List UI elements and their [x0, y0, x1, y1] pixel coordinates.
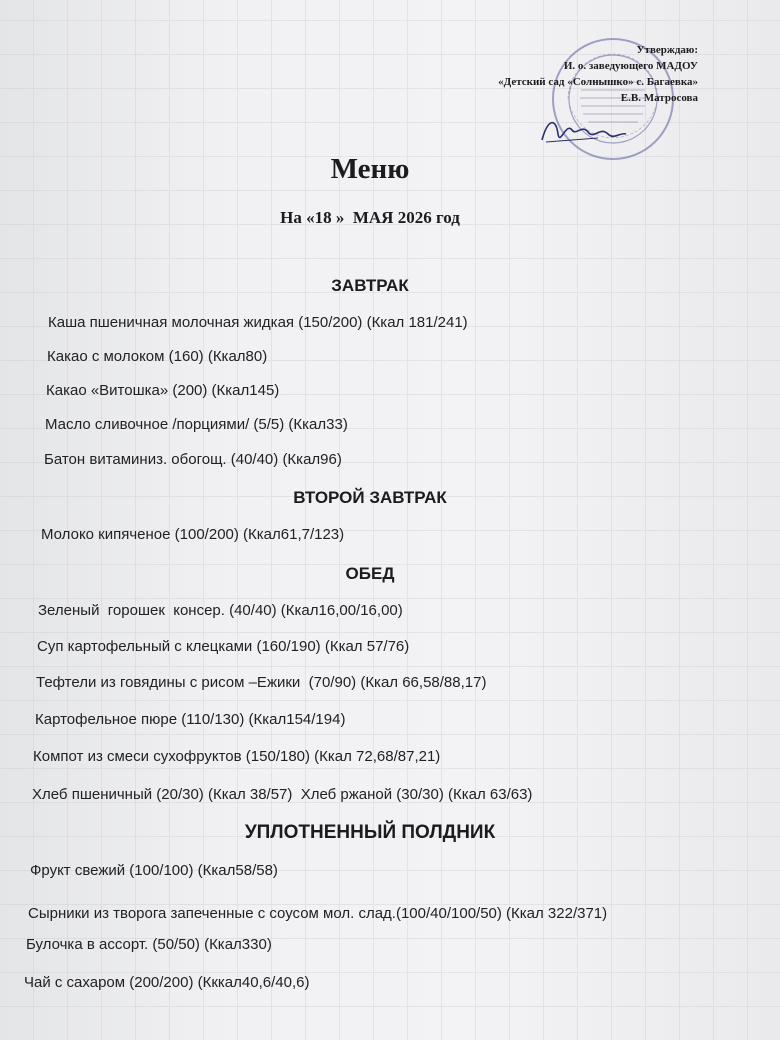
approval-line: Е.В. Матросова [620, 92, 698, 104]
menu-item: Тефтели из говядины с рисом –Ежики (70/90) (Ккал 66,58/88,17) [36, 674, 487, 691]
menu-item: Какао с молоком (160) (Ккал80) [47, 348, 268, 365]
menu-item: Батон витаминиз. обогощ. (40/40) (Ккал96) [44, 451, 342, 468]
section-title-snack: УПЛОТНЕННЫЙ ПОЛДНИК [244, 822, 496, 843]
signature [538, 112, 628, 152]
menu-item: Фрукт свежий (100/100) (Ккал58/58) [30, 862, 278, 879]
menu-item: Хлеб пшеничный (20/30) (Ккал 38/57) Хлеб ржаной (30/30) (Ккал 63/63) [32, 786, 533, 803]
section-title-breakfast: ЗАВТРАК [331, 276, 409, 295]
menu-item: Молоко кипяченое (100/200) (Ккал61,7/123) [41, 526, 345, 543]
menu-title: Меню [330, 153, 410, 185]
approval-line: И. о. заведующего МАДОУ [563, 60, 698, 72]
menu-item: Зеленый горошек консер. (40/40) (Ккал16,00/16,00) [38, 602, 403, 619]
approval-line: Утверждаю: [636, 44, 698, 56]
menu-item: Чай с сахаром (200/200) (Кккал40,6/40,6) [24, 974, 310, 991]
menu-date: На «18 » МАЯ 2026 год [280, 208, 460, 227]
menu-item: Картофельное пюре (110/130) (Ккал154/194) [35, 711, 346, 728]
menu-item: Компот из смеси сухофруктов (150/180) (Ккал 72,68/87,21) [33, 748, 441, 765]
menu-item: Какао «Витошка» (200) (Ккал145) [46, 382, 280, 399]
section-title-second-breakfast: ВТОРОЙ ЗАВТРАК [293, 488, 447, 507]
menu-item: Суп картофельный с клецками (160/190) (Ккал 57/76) [37, 638, 410, 655]
approval-line: «Детский сад «Солнышко» с. Багаевка» [498, 76, 698, 88]
menu-item: Сырники из творога запеченные с соусом мол. слад.(100/40/100/50) (Ккал 322/371) [28, 905, 608, 922]
menu-item: Каша пшеничная молочная жидкая (150/200) (Ккал 181/241) [48, 314, 468, 331]
menu-item: Булочка в ассорт. (50/50) (Ккал330) [26, 936, 272, 953]
menu-item: Масло сливочное /порциями/ (5/5) (Ккал33) [45, 416, 348, 433]
section-title-lunch: ОБЕД [345, 564, 395, 583]
approval-block [438, 42, 698, 106]
